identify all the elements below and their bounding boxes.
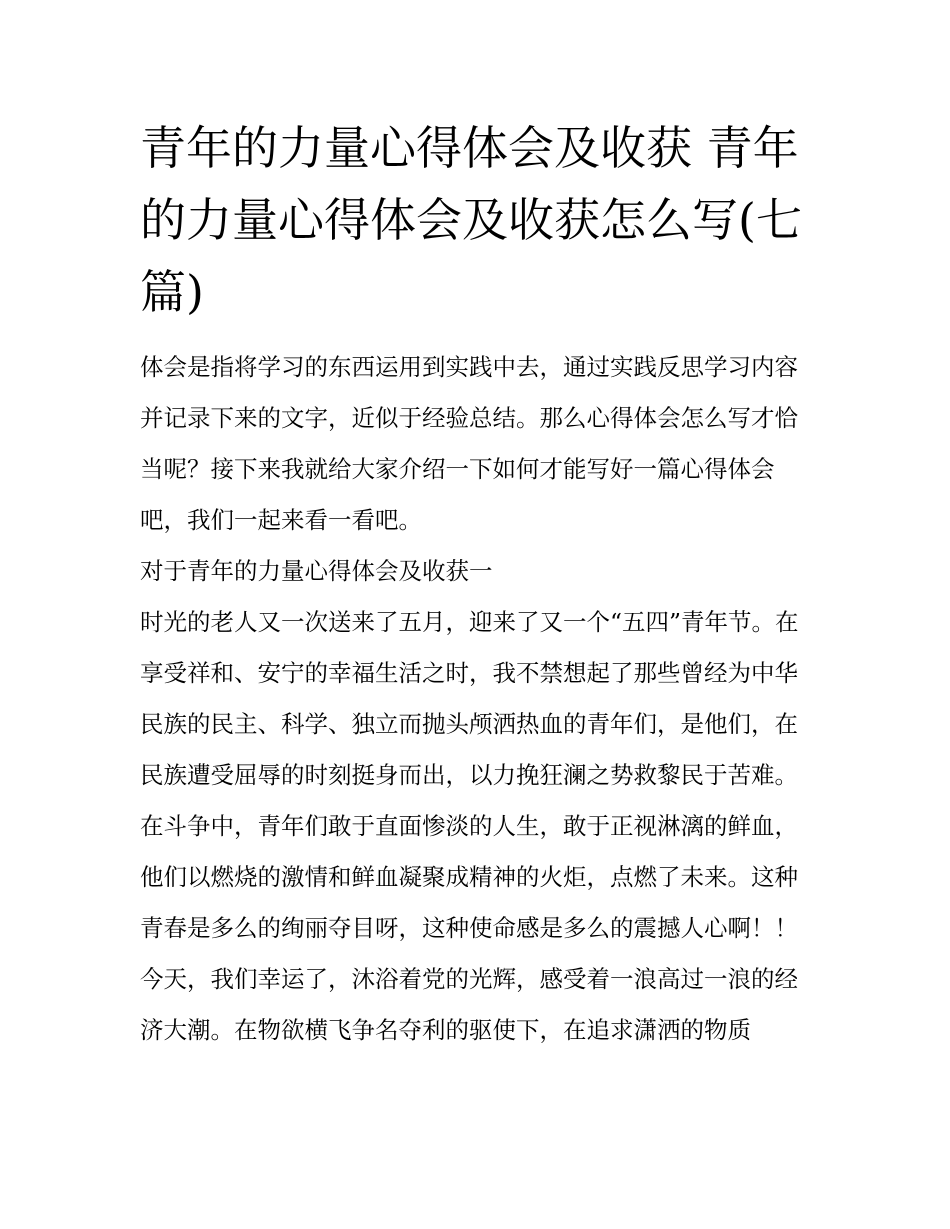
section-heading: 对于青年的力量心得体会及收获一 (140, 557, 493, 585)
body-paragraph: 今天，我们幸运了，沐浴着党的光辉，感受着一浪高过一浪的经济大潮。在物欲横飞争名夺利的驱使下，在追求潇洒的物质 (140, 965, 798, 1044)
document-title: 青年的力量心得体会及收获 青年的力量心得体会及收获怎么写(七篇) (140, 121, 802, 319)
body-paragraph: 时光的老人又一次送来了五月，迎来了又一个“五四”青年节。在享受祥和、安宁的幸福生活之时，我不禁想起了那些曾经为中华民族的民主、科学、独立而抛头颅洒热血的青年们，是他们，在民族遭受屈辱的时刻挺身而出，以力挽狂澜之势救黎民于苦难。在斗争中，青年们敢于直面惨淡的人生，敢于正视淋漓的鲜血，他们以燃烧的激情和鲜血凝聚成精神的火炬，点燃了未来。这种青春是多么的绚丽夺目呀，这种使命感是多么的震撼人心啊！！ (140, 608, 799, 942)
document-page (140, 112, 812, 1056)
intro-paragraph: 体会是指将学习的东西运用到实践中去，通过实践反思学习内容并记录下来的文字，近似于经验总结。那么心得体会怎么写才恰当呢？接下来我就给大家介绍一下如何才能写好一篇心得体会吧，我们一起来看一看吧。 (140, 353, 798, 534)
